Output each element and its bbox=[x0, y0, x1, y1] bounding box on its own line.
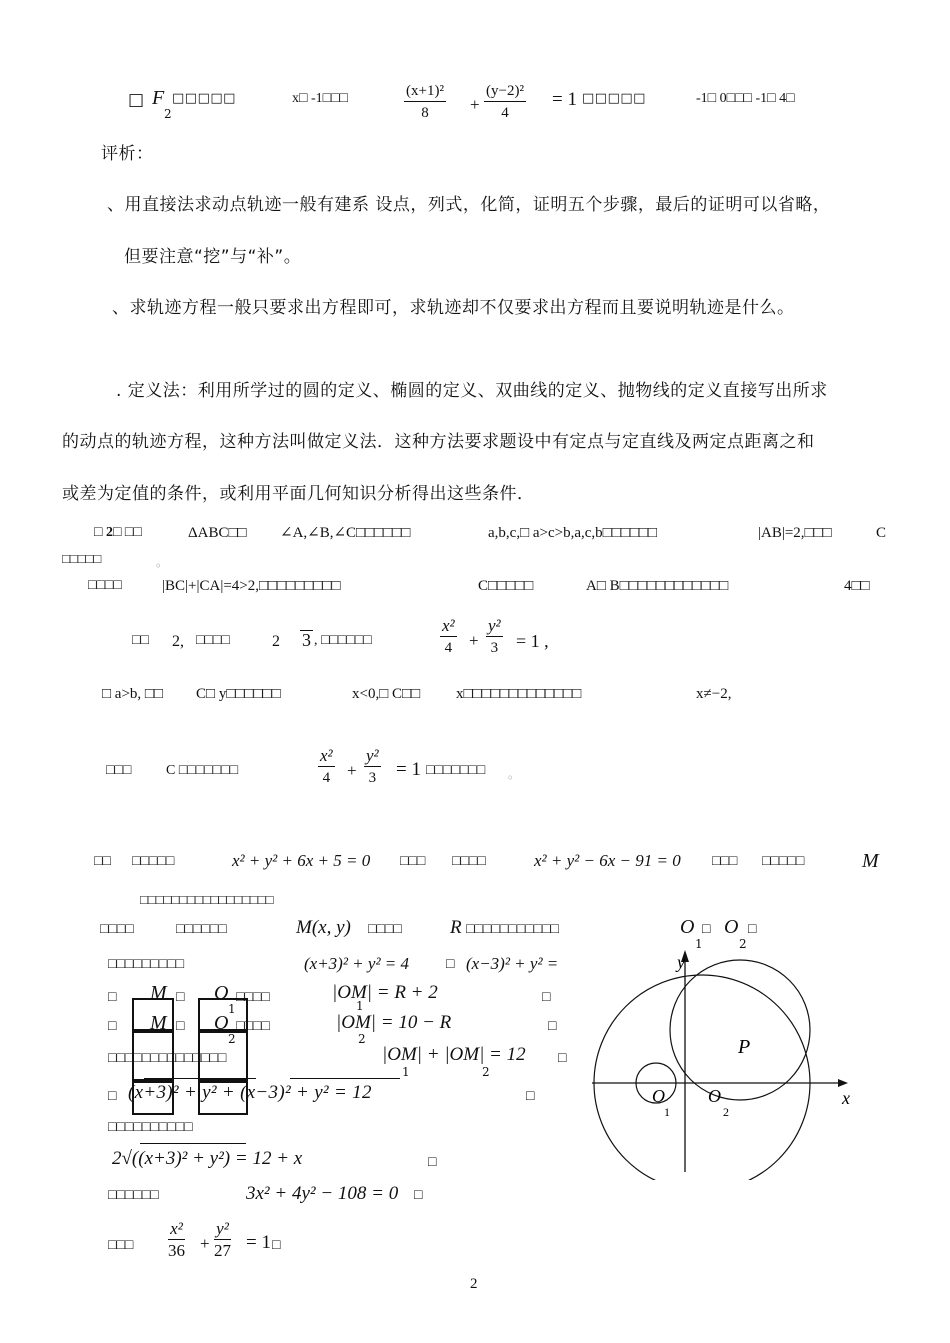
ex3-s2-b: □ bbox=[446, 957, 455, 972]
point-m-coords: M(x, y) bbox=[296, 917, 351, 938]
example3-label: □□ bbox=[94, 854, 111, 869]
sqrt-bar bbox=[144, 1078, 256, 1079]
ex3-s4-end: □ bbox=[548, 1019, 557, 1034]
ex3-s3-eq: |OM| = R + 2 bbox=[332, 982, 438, 1003]
ex2-s4-eq: = 1 bbox=[396, 759, 421, 780]
ex2-s2-plus: + bbox=[469, 631, 479, 650]
ex2-s3-d: x□□□□□□□□□□□□□ bbox=[456, 686, 582, 702]
line1-points: -1□ 0□□□ -1□ 4□ bbox=[696, 91, 795, 106]
fraction-numerator: y² bbox=[214, 1219, 231, 1240]
ex3-s8-eq: 2√((x+3)² + y²) = 12 + x bbox=[112, 1148, 303, 1169]
example3-text1: □□□□□ bbox=[132, 854, 175, 869]
line1-fraction-1 bbox=[404, 81, 446, 124]
ex2-s4-a: □□□ bbox=[106, 763, 132, 778]
axis-label-x: x bbox=[842, 1088, 850, 1108]
center-o2-sub: 2 bbox=[739, 937, 747, 951]
fraction-numerator: y² bbox=[488, 616, 501, 635]
center-o1-sub: 1 bbox=[695, 937, 703, 951]
circle-p bbox=[670, 960, 810, 1100]
circle-o2 bbox=[594, 975, 810, 1180]
ex3-s9-eq: 3x² + 4y² − 108 = 0 bbox=[246, 1183, 399, 1204]
point-m: M bbox=[862, 850, 879, 872]
ex2-s4-tail: □□□□□□□ bbox=[426, 763, 486, 778]
fraction-numerator: (y−2)² bbox=[484, 81, 526, 102]
ex2-s3-c: x<0,□ C□□ bbox=[352, 686, 421, 702]
ex3-s3-end: □ bbox=[542, 990, 551, 1005]
ex3-s2-a: □□□□□□□□□ bbox=[108, 957, 185, 972]
ex2-point-c: C□□□□□ bbox=[478, 578, 534, 594]
ex3-s1-box2: □ bbox=[748, 922, 757, 937]
ex3-s5-sub1: 1 bbox=[402, 1065, 410, 1079]
example3-text3: □□□□ bbox=[452, 854, 486, 869]
ex3-s4-b: □ bbox=[176, 1019, 185, 1034]
ex3-s3-b: □ bbox=[176, 990, 185, 1005]
ex2-foci: A□ B□□□□□□□□□□□□ bbox=[586, 578, 729, 594]
ex2-s3-a: □ a>b, □□ bbox=[102, 686, 164, 702]
ex3-s4-o-sub: 2 bbox=[228, 1032, 236, 1046]
comment-title: 评析： bbox=[101, 144, 154, 164]
ex3-s1-a: □□□□ bbox=[100, 922, 134, 937]
line1-condition: x□ -1□□□ bbox=[292, 91, 348, 106]
example2-c: C bbox=[876, 525, 887, 541]
ex2-s4-fraction-y bbox=[364, 746, 381, 789]
ex3-s10-fraction-x bbox=[168, 1219, 185, 1262]
fraction-numerator: y² bbox=[366, 746, 379, 765]
fraction-denominator: 4 bbox=[322, 770, 331, 786]
f2-subscript: 2 bbox=[164, 107, 172, 121]
ex3-s5-a: □□□□□□□□□□□□□□ bbox=[108, 1051, 227, 1066]
example2-triangle: ΔABC□□ bbox=[188, 525, 247, 541]
ex2-s2-a: □□ bbox=[132, 633, 149, 648]
ex3-s3-c: □□□□ bbox=[236, 990, 270, 1005]
fraction-denominator: 3 bbox=[368, 770, 377, 786]
ex3-s3-a: □ bbox=[108, 990, 117, 1005]
line1-prefix: □ bbox=[128, 90, 145, 110]
comment-item1-a: 、用直接法求动点轨迹一般有建系 设点，列式，化简，证明五个步骤，最后的证明可以省略， bbox=[107, 195, 831, 215]
label-o1: O bbox=[652, 1086, 665, 1106]
circles-figure bbox=[580, 937, 870, 1180]
definition-line2: 的动点的轨迹方程，这种方法叫做定义法．这种方法要求题设中有定点与定直线及两定点距离之和 bbox=[62, 432, 815, 452]
fraction-denominator: 27 bbox=[214, 1241, 231, 1260]
sqrt-bar bbox=[140, 1143, 246, 1144]
line1-text1: □□□□□ bbox=[172, 91, 236, 106]
ex3-s1-d: □□□□□□□□□□□ bbox=[466, 922, 560, 937]
sqrt-bar bbox=[290, 1078, 400, 1079]
ex2-solution-label: □□□□ bbox=[88, 578, 122, 593]
circle-equation-1: x² + y² + 6x + 5 = 0 bbox=[232, 851, 371, 870]
example2-angles: ∠A,∠B,∠C□□□□□□ bbox=[280, 525, 411, 541]
ex2-s3-e: x≠−2, bbox=[696, 686, 732, 702]
example3-text5: □□□□□ bbox=[762, 854, 805, 869]
ex2-s4-b: C □□□□□□□ bbox=[166, 763, 239, 778]
example2-line2: □□□□□ bbox=[62, 551, 102, 566]
ex3-s10-fraction-y bbox=[214, 1219, 231, 1262]
ex2-sum-distances: |BC|+|CA|=4>2,□□□□□□□□□ bbox=[162, 578, 341, 594]
ex3-s6-a: □ bbox=[108, 1089, 117, 1104]
label-o2: O bbox=[708, 1086, 721, 1106]
ex2-s3-b: C□ y□□□□□□ bbox=[196, 686, 281, 702]
ex3-s10-plus: + bbox=[200, 1234, 210, 1253]
circle-o1-std: (x+3)² + y² = 4 bbox=[304, 954, 410, 973]
f2-symbol: F bbox=[152, 87, 165, 109]
center-o1: O bbox=[680, 916, 695, 938]
fraction-numerator: x² bbox=[442, 616, 455, 635]
axis-label-y: y bbox=[677, 952, 685, 972]
ex3-s9-end: □ bbox=[414, 1188, 423, 1203]
ex2-s2-d: 2 bbox=[272, 633, 280, 650]
circle-o2-std: (x−3)² + y² = bbox=[466, 954, 559, 973]
fraction-numerator: x² bbox=[168, 1219, 185, 1240]
ex3-s5-eq: |OM| + |OM| = 12 bbox=[382, 1044, 526, 1065]
ex3-s3-m: M bbox=[150, 982, 167, 1004]
ex2-s2-fraction-x bbox=[440, 616, 457, 659]
ex3-s6-end: □ bbox=[526, 1089, 535, 1104]
center-o2: O bbox=[724, 916, 739, 938]
ex3-s3-o: O bbox=[214, 982, 229, 1004]
ex2-s2-sqrt3: 3 bbox=[302, 630, 311, 650]
ex3-s4-eq: |OM| = 10 − R bbox=[336, 1012, 452, 1033]
equals-one: = 1 bbox=[552, 89, 577, 110]
example2-label: □ 2□ □□ bbox=[94, 525, 142, 540]
subscript-2: 2 bbox=[358, 1032, 366, 1046]
ex2-s2-eq: = 1 , bbox=[516, 631, 549, 651]
label-p: P bbox=[738, 1036, 751, 1058]
example3-text4: □□□ bbox=[712, 854, 738, 869]
circle-equation-2: x² + y² − 6x − 91 = 0 bbox=[534, 851, 681, 870]
ex3-s8-end: □ bbox=[428, 1155, 437, 1170]
comment-item1-b: 但要注意“挖”与“补”。 bbox=[124, 247, 302, 267]
ex3-s1-box: □ bbox=[702, 922, 711, 937]
example2-line2-dot: 。 bbox=[156, 555, 169, 569]
ex3-s3-o-sub: 1 bbox=[228, 1002, 236, 1016]
comment-item2: 、求轨迹方程一般只要求出方程即可，求轨迹却不仅要求出方程而且要说明轨迹是什么。 bbox=[112, 298, 795, 318]
example3-line2: □□□□□□□□□□□□□□□□□ bbox=[140, 892, 274, 907]
label-o1-sub: 1 bbox=[664, 1105, 670, 1119]
example2-sides: a,b,c,□ a>c>b,a,c,b□□□□□□ bbox=[488, 525, 658, 541]
ex3-s10-eq: = 1 bbox=[246, 1232, 271, 1253]
ex2-s2-f: , □□□□□□ bbox=[314, 633, 372, 648]
ex2-s4-plus: + bbox=[347, 761, 357, 780]
subscript-1: 1 bbox=[356, 999, 364, 1013]
fraction-denominator: 3 bbox=[490, 640, 499, 656]
ex3-s5-sub2: 2 bbox=[482, 1065, 490, 1079]
ex3-s4-m: M bbox=[150, 1012, 167, 1034]
ex2-four: 4□□ bbox=[844, 578, 870, 594]
ex3-s7: □□□□□□□□□□ bbox=[108, 1120, 193, 1135]
definition-line3: 或差为定值的条件，或利用平面几何知识分析得出这些条件． bbox=[62, 484, 535, 504]
label-o2-sub: 2 bbox=[723, 1105, 729, 1119]
ex3-s1-c: □□□□ bbox=[368, 922, 402, 937]
ex2-s2-fraction-y bbox=[486, 616, 503, 659]
fraction-denominator: 36 bbox=[168, 1241, 185, 1260]
fraction-numerator: x² bbox=[320, 746, 333, 765]
page-number: 2 bbox=[470, 1276, 478, 1292]
x-axis-arrow-icon bbox=[838, 1079, 848, 1087]
example2-ab: |AB|=2,□□□ bbox=[758, 525, 832, 541]
line1-fraction-2 bbox=[484, 81, 526, 124]
ex2-s4-dot: 。 bbox=[508, 767, 521, 781]
plus-sign: + bbox=[470, 95, 480, 114]
ex3-s5-end: □ bbox=[558, 1051, 567, 1066]
ex3-s4-c: □□□□ bbox=[236, 1019, 270, 1034]
ex3-s4-o: O bbox=[214, 1012, 229, 1034]
fraction-denominator: 4 bbox=[444, 640, 453, 656]
ex2-s2-b: 2, bbox=[172, 633, 184, 650]
ex2-s2-c: □□□□ bbox=[196, 633, 230, 648]
ex3-s9-a: □□□□□□ bbox=[108, 1188, 159, 1203]
ex3-s10-a: □□□ bbox=[108, 1238, 134, 1253]
ex2-s4-fraction-x bbox=[318, 746, 335, 789]
ex3-s4-a: □ bbox=[108, 1019, 117, 1034]
definition-line1: . 定义法：利用所学过的圆的定义、椭圆的定义、双曲线的定义、抛物线的定义直接写出所求 bbox=[116, 381, 828, 401]
fraction-numerator: (x+1)² bbox=[404, 81, 446, 102]
example3-text2: □□□ bbox=[400, 854, 426, 869]
ex3-s10-end: □ bbox=[272, 1238, 281, 1253]
fraction-denominator: 8 bbox=[421, 105, 429, 121]
radius-r: R bbox=[450, 917, 462, 938]
line1-text2: □□□□□ bbox=[582, 91, 646, 106]
ex3-s1-b: □□□□□□ bbox=[176, 922, 227, 937]
fraction-denominator: 4 bbox=[501, 105, 509, 121]
ex3-s6-eq: (x+3)² + y² + (x−3)² + y² = 12 bbox=[128, 1082, 372, 1103]
